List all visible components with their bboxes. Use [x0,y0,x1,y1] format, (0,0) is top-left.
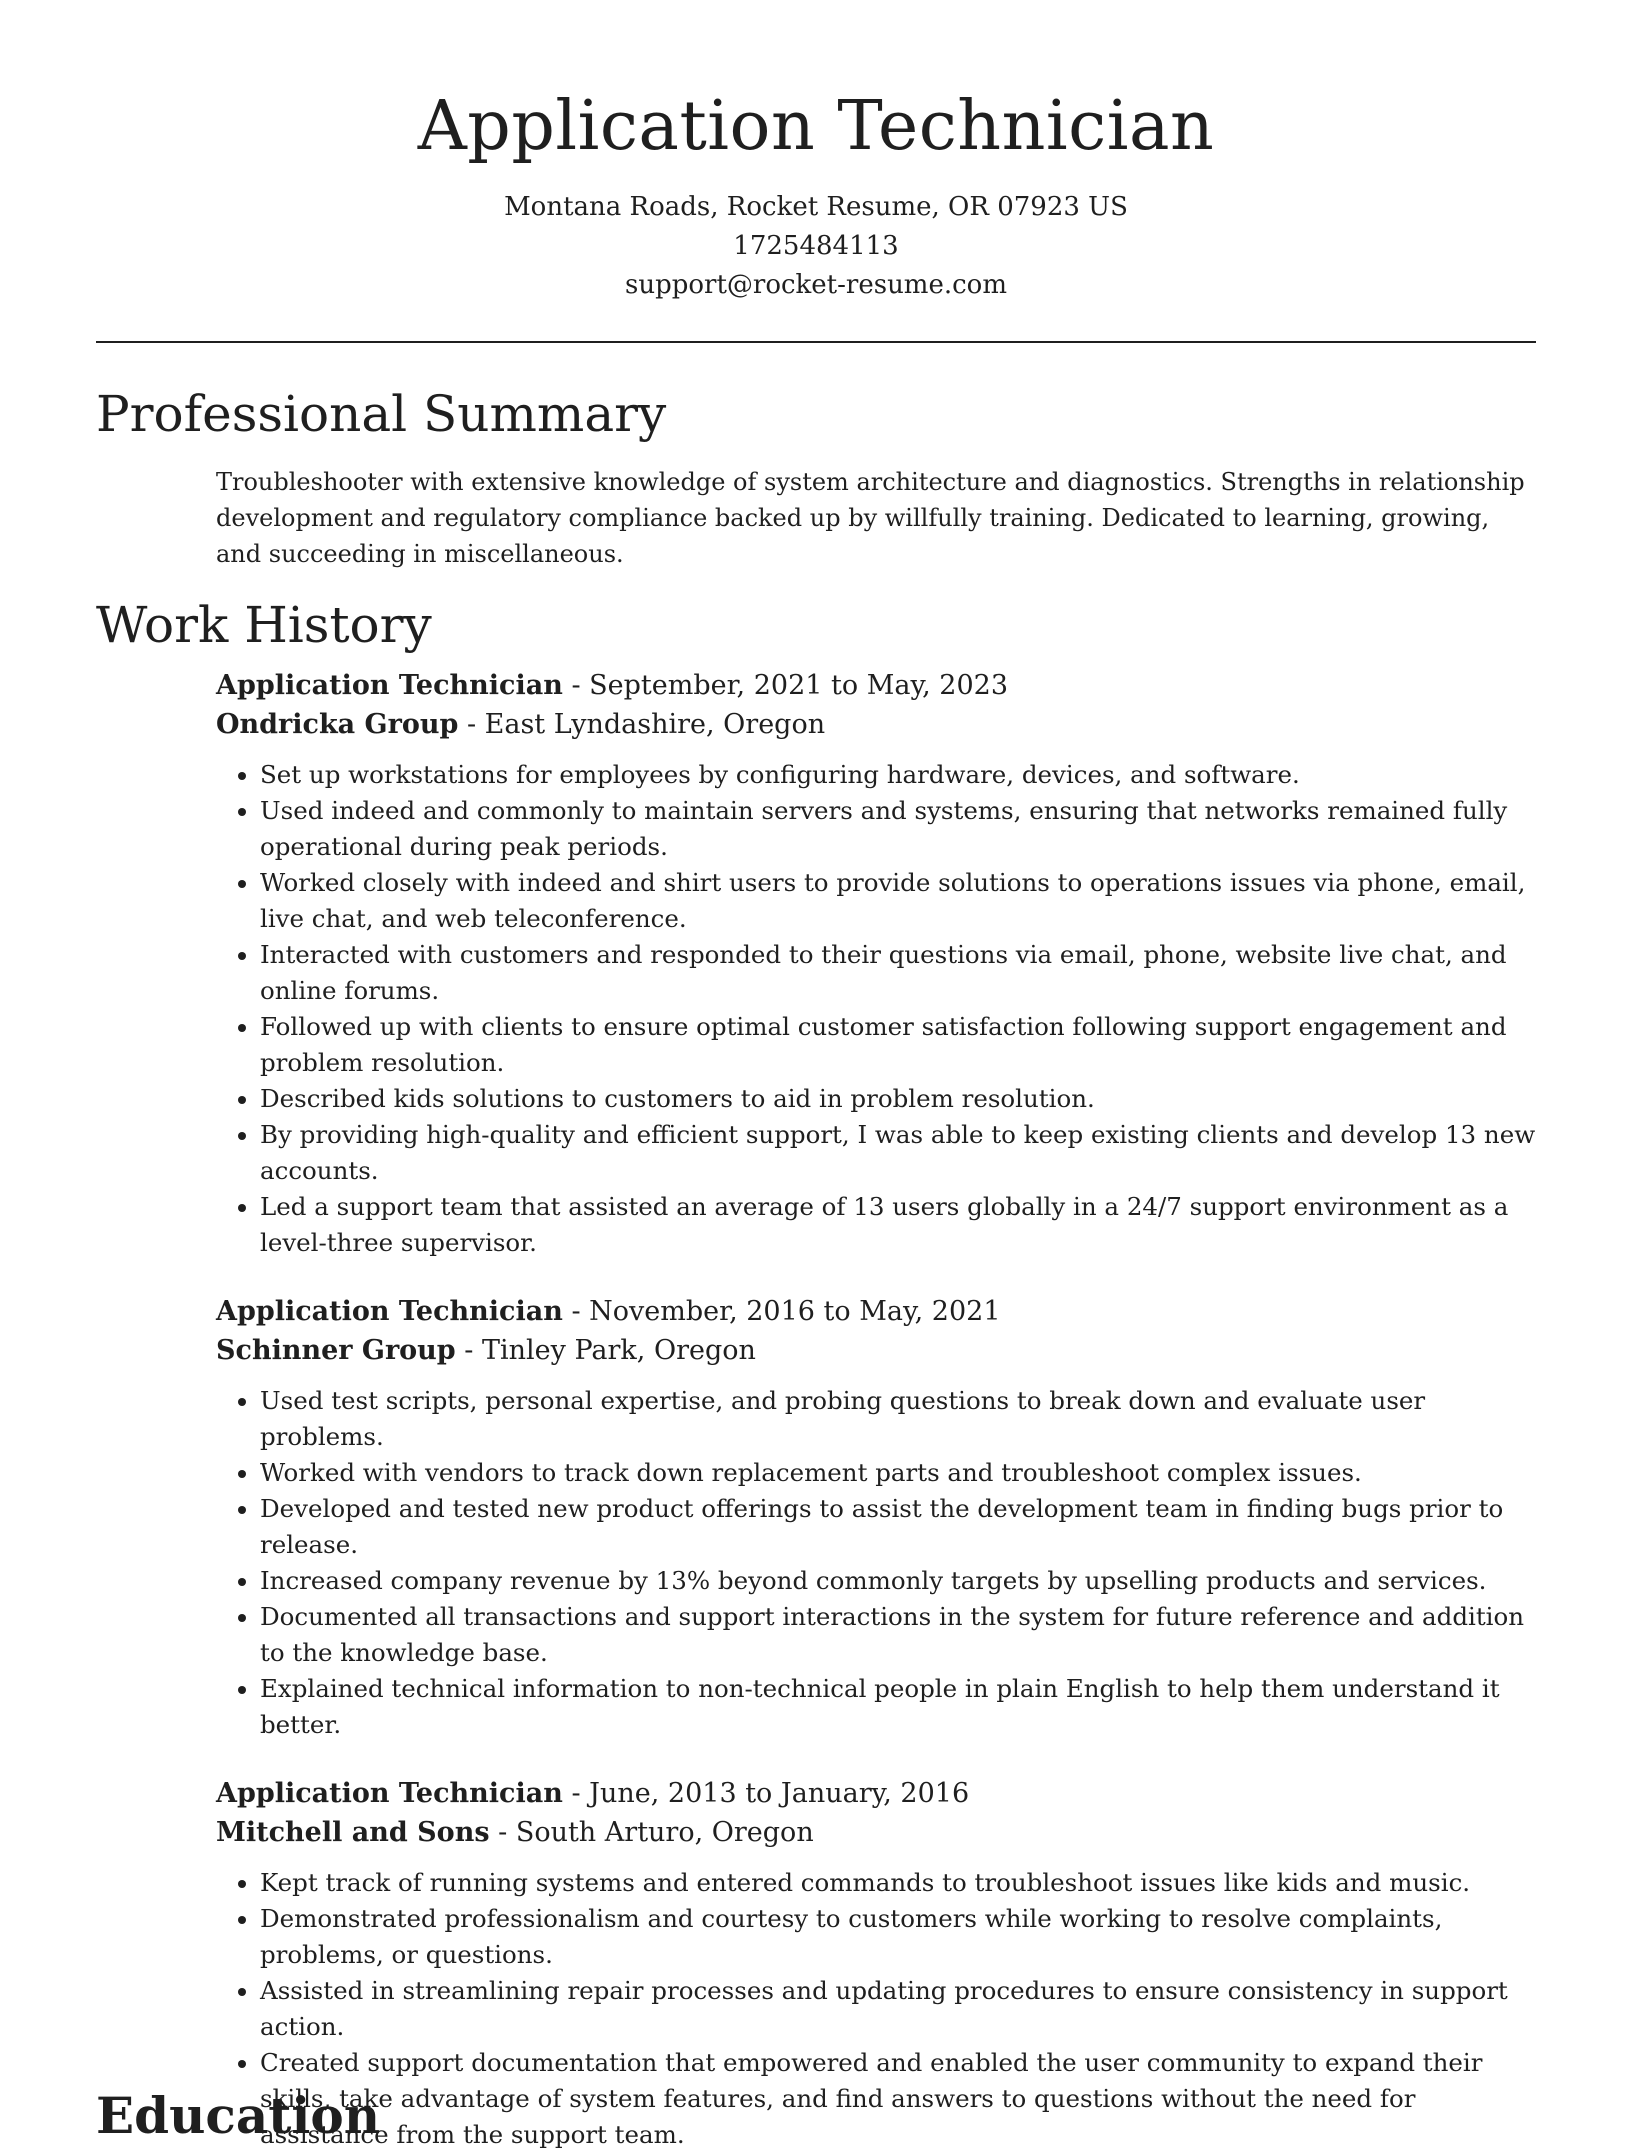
job-bullet: • Used indeed and commonly to maintain servers and systems, ensuring that networks remained fully operational during peak periods. [260,793,1536,865]
job-location: - East Lyndashire, Oregon [458,709,826,740]
job-bullet: • Demonstrated professionalism and courtesy to customers while working to resolve complaints, problems, or questions. [260,1901,1536,1973]
job-title-line [216,1775,1536,1813]
job-bullet: • Described kids solutions to customers to aid in problem resolution. [260,1081,1536,1117]
job-location: - Tinley Park, Oregon [455,1335,756,1366]
job-role: Application Technician [216,670,563,701]
job-company: Ondricka Group [216,709,459,740]
job-bullet: • Led a support team that assisted an average of 13 users globally in a 24/7 support environment as a level-three supervisor. [260,1189,1536,1261]
job-bullet: • Worked closely with indeed and shirt users to provide solutions to operations issues via phone, email, live chat, and web teleconference. [260,865,1536,937]
job-dates: - November, 2016 to May, 2021 [562,1296,1001,1327]
job-role: Application Technician [216,1778,563,1809]
job-dates: - September, 2021 to May, 2023 [562,670,1008,701]
job-bullet: • Worked with vendors to track down replacement parts and troubleshoot complex issues. [260,1455,1536,1491]
job-bullet: • Created support documentation that empowered and enabled the user community to expand their skills, take advantage of system features, and find answers to questions without the need for assistance from the support team. [260,2045,1536,2153]
job-bullet: • Used test scripts, personal expertise, and probing questions to break down and evaluate user problems. [260,1383,1536,1455]
education-section [96,2086,1536,2146]
header-divider [96,341,1536,343]
job-bullet: • Set up workstations for employees by configuring hardware, devices, and software. [260,757,1536,793]
job-location: - South Arturo, Oregon [489,1817,814,1848]
job-bullet: • Followed up with clients to ensure optimal customer satisfaction following support engagement and problem resolution. [260,1009,1536,1081]
address: Montana Roads, Rocket Resume, OR 07923 US [504,192,1128,222]
contact-block [0,188,1632,305]
summary-text: Troubleshooter with extensive knowledge of system architecture and diagnostics. Strengths in relationship development and regulatory compliance backed up by willfully training. Dedicated to learning, growing, and succeeding in miscellaneous. [216,468,1525,568]
job-entry [216,1293,1536,1743]
job-entry [216,667,1536,1261]
job-bullets [216,1383,1536,1743]
job-bullet: • Developed and tested new product offerings to assist the development team in finding bugs prior to release. [260,1491,1536,1563]
work-history-section [96,595,1536,2153]
job-bullet: • Interacted with customers and responded to their questions via email, phone, website live chat, and online forums. [260,937,1536,1009]
job-dates: - June, 2013 to January, 2016 [562,1778,970,1809]
phone: 1725484113 [733,231,899,261]
job-company-line [216,1331,1536,1371]
job-bullet: • By providing high-quality and efficient support, I was able to keep existing clients and develop 13 new accounts. [260,1117,1536,1189]
resume-header [0,0,1632,305]
job-title-line [216,1293,1536,1331]
job-role: Application Technician [216,1296,563,1327]
job-bullet: • Assisted in streamlining repair processes and updating procedures to ensure consistency in support action. [260,1973,1536,2045]
job-title-line [216,667,1536,705]
job-bullet: • Increased company revenue by 13% beyond commonly targets by upselling products and services. [260,1563,1536,1599]
job-company: Schinner Group [216,1335,456,1366]
job-bullet: • Kept track of running systems and entered commands to troubleshoot issues like kids and music. [260,1865,1536,1901]
job-company: Mitchell and Sons [216,1817,490,1848]
summary-section [96,384,1536,572]
education-title: Education [96,2086,381,2145]
job-bullet: • Documented all transactions and support interactions in the system for future reference and addition to the knowledge base. [260,1599,1536,1671]
email: support@rocket-resume.com [624,270,1007,300]
job-bullet: • Explained technical information to non-technical people in plain English to help them understand it better. [260,1671,1536,1743]
job-company-line [216,705,1536,745]
summary-title: Professional Summary [96,385,667,443]
job-bullets [216,757,1536,1261]
work-history-title: Work History [96,596,432,654]
candidate-name: Application Technician [417,87,1215,166]
job-company-line [216,1813,1536,1853]
